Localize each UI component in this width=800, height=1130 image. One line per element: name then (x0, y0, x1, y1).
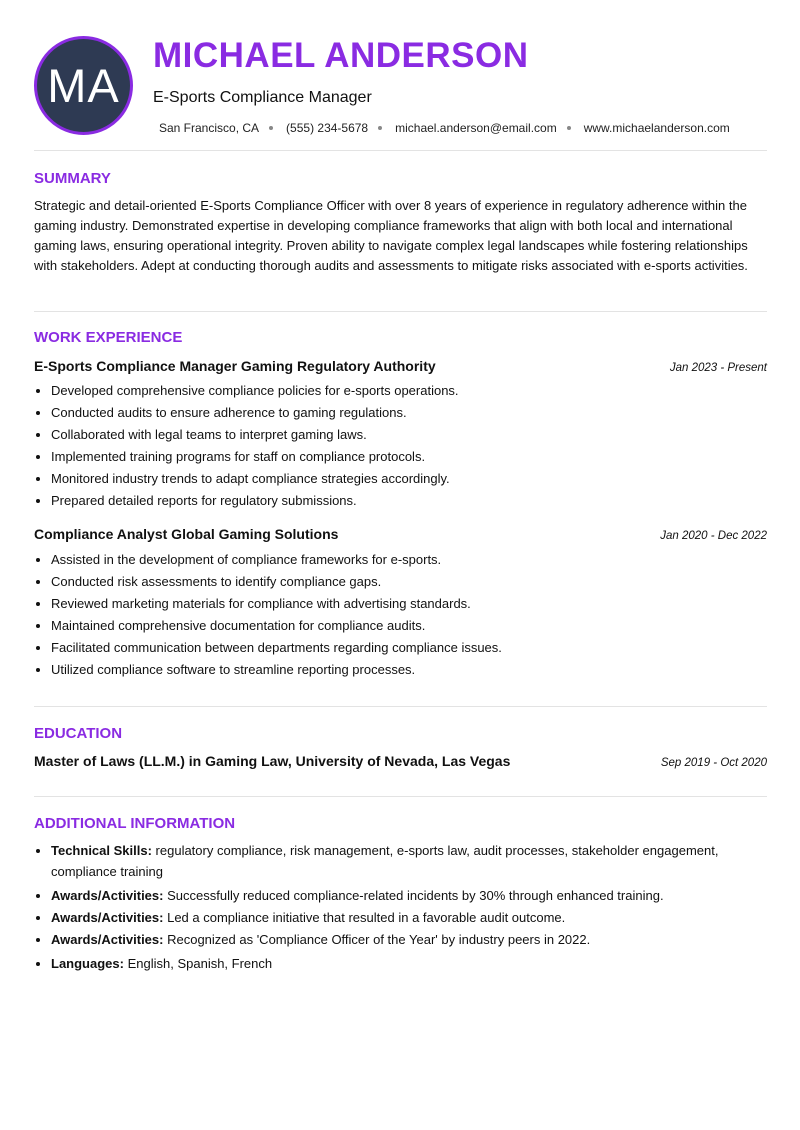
info-text: Recognized as 'Compliance Officer of the Year' by industry peers in 2022. (167, 932, 591, 947)
separator-dot-icon (378, 126, 382, 130)
job-title: Compliance Analyst Global Gaming Solutions (34, 526, 339, 542)
separator-dot-icon (567, 126, 571, 130)
contact-bar (159, 121, 730, 135)
list-item: • Reviewed marketing materials for compliance with advertising standards. (51, 593, 502, 615)
list-item (51, 907, 767, 928)
list-item: • Conducted audits to ensure adherence to gaming regulations. (51, 402, 459, 424)
summary-text: Strategic and detail-oriented E-Sports Compliance Officer with over 8 years of experience in regulatory adherence within the gaming industry. Demonstrated expertise in developing compliance frameworks that align with both local and international gaming laws, ensuring operational integrity. Proven ability to navigate complex legal landscapes while fostering relationships with stakeholders. Adept at conducting thorough audits and assessments to mitigate risks associated with e-sports activities. (34, 198, 748, 273)
avatar (34, 36, 133, 135)
divider (34, 706, 767, 707)
contact-phone[interactable]: (555) 234-5678 (286, 121, 369, 135)
contact-location: San Francisco, CA (159, 121, 260, 135)
info-text: Led a compliance initiative that resulted in a favorable audit outcome. (167, 910, 566, 925)
info-label: Awards/Activities: (51, 888, 164, 903)
info-text: regulatory compliance, risk management, e-sports law, audit processes, stakeholder engagement, compliance training (51, 843, 719, 879)
education-dates: Sep 2019 - Oct 2020 (660, 757, 767, 769)
list-item: • Maintained comprehensive documentation for compliance audits. (51, 615, 502, 637)
list-item: • Collaborated with legal teams to interpret gaming laws. (51, 424, 459, 446)
divider (34, 150, 767, 151)
degree-title: Master of Laws (LL.M.) in Gaming Law, University of Nevada, Las Vegas (34, 753, 511, 769)
additional-info-list (34, 840, 767, 975)
divider (34, 311, 767, 312)
contact-website[interactable]: www.michaelanderson.com (583, 121, 730, 135)
list-item: • Monitored industry trends to adapt compliance strategies accordingly. (51, 468, 459, 490)
divider (34, 796, 767, 797)
info-label: Languages: (51, 956, 124, 971)
job-bullet-list (34, 549, 502, 681)
list-item: • Prepared detailed reports for regulatory submissions. (51, 490, 459, 512)
list-item (51, 840, 767, 882)
list-item: • Assisted in the development of compliance frameworks for e-sports. (51, 549, 502, 571)
info-label: Awards/Activities: (51, 910, 164, 925)
candidate-name: MICHAEL ANDERSON (153, 36, 529, 75)
list-item (51, 929, 767, 950)
education-entry (34, 753, 767, 769)
list-item: • Facilitated communication between departments regarding compliance issues. (51, 637, 502, 659)
job-header (34, 358, 767, 374)
summary-heading: SUMMARY (34, 170, 111, 187)
candidate-title: E-Sports Compliance Manager (153, 89, 372, 106)
info-text: English, Spanish, French (127, 956, 273, 971)
list-item: • Utilized compliance software to streamline reporting processes. (51, 659, 502, 681)
education-heading: EDUCATION (34, 725, 123, 742)
list-item: • Conducted risk assessments to identify compliance gaps. (51, 571, 502, 593)
info-label: Technical Skills: (51, 843, 152, 858)
job-bullet-list (34, 380, 459, 512)
list-item (51, 885, 767, 906)
list-item (51, 953, 767, 974)
info-text: Successfully reduced compliance-related incidents by 30% through enhanced training. (167, 888, 664, 903)
job-dates: Jan 2023 - Present (669, 362, 767, 374)
work-experience-heading: WORK EXPERIENCE (34, 329, 183, 346)
separator-dot-icon (269, 126, 273, 130)
job-header (34, 526, 767, 542)
additional-info-heading: ADDITIONAL INFORMATION (34, 815, 236, 832)
job-dates: Jan 2020 - Dec 2022 (660, 530, 767, 542)
info-label: Awards/Activities: (51, 932, 164, 947)
avatar-initials: MA (47, 59, 120, 112)
list-item: • Developed comprehensive compliance policies for e-sports operations. (51, 380, 459, 402)
job-title: E-Sports Compliance Manager Gaming Regulatory Authority (34, 358, 436, 374)
list-item: • Implemented training programs for staff on compliance protocols. (51, 446, 459, 468)
contact-email[interactable]: michael.anderson@email.com (395, 121, 557, 135)
